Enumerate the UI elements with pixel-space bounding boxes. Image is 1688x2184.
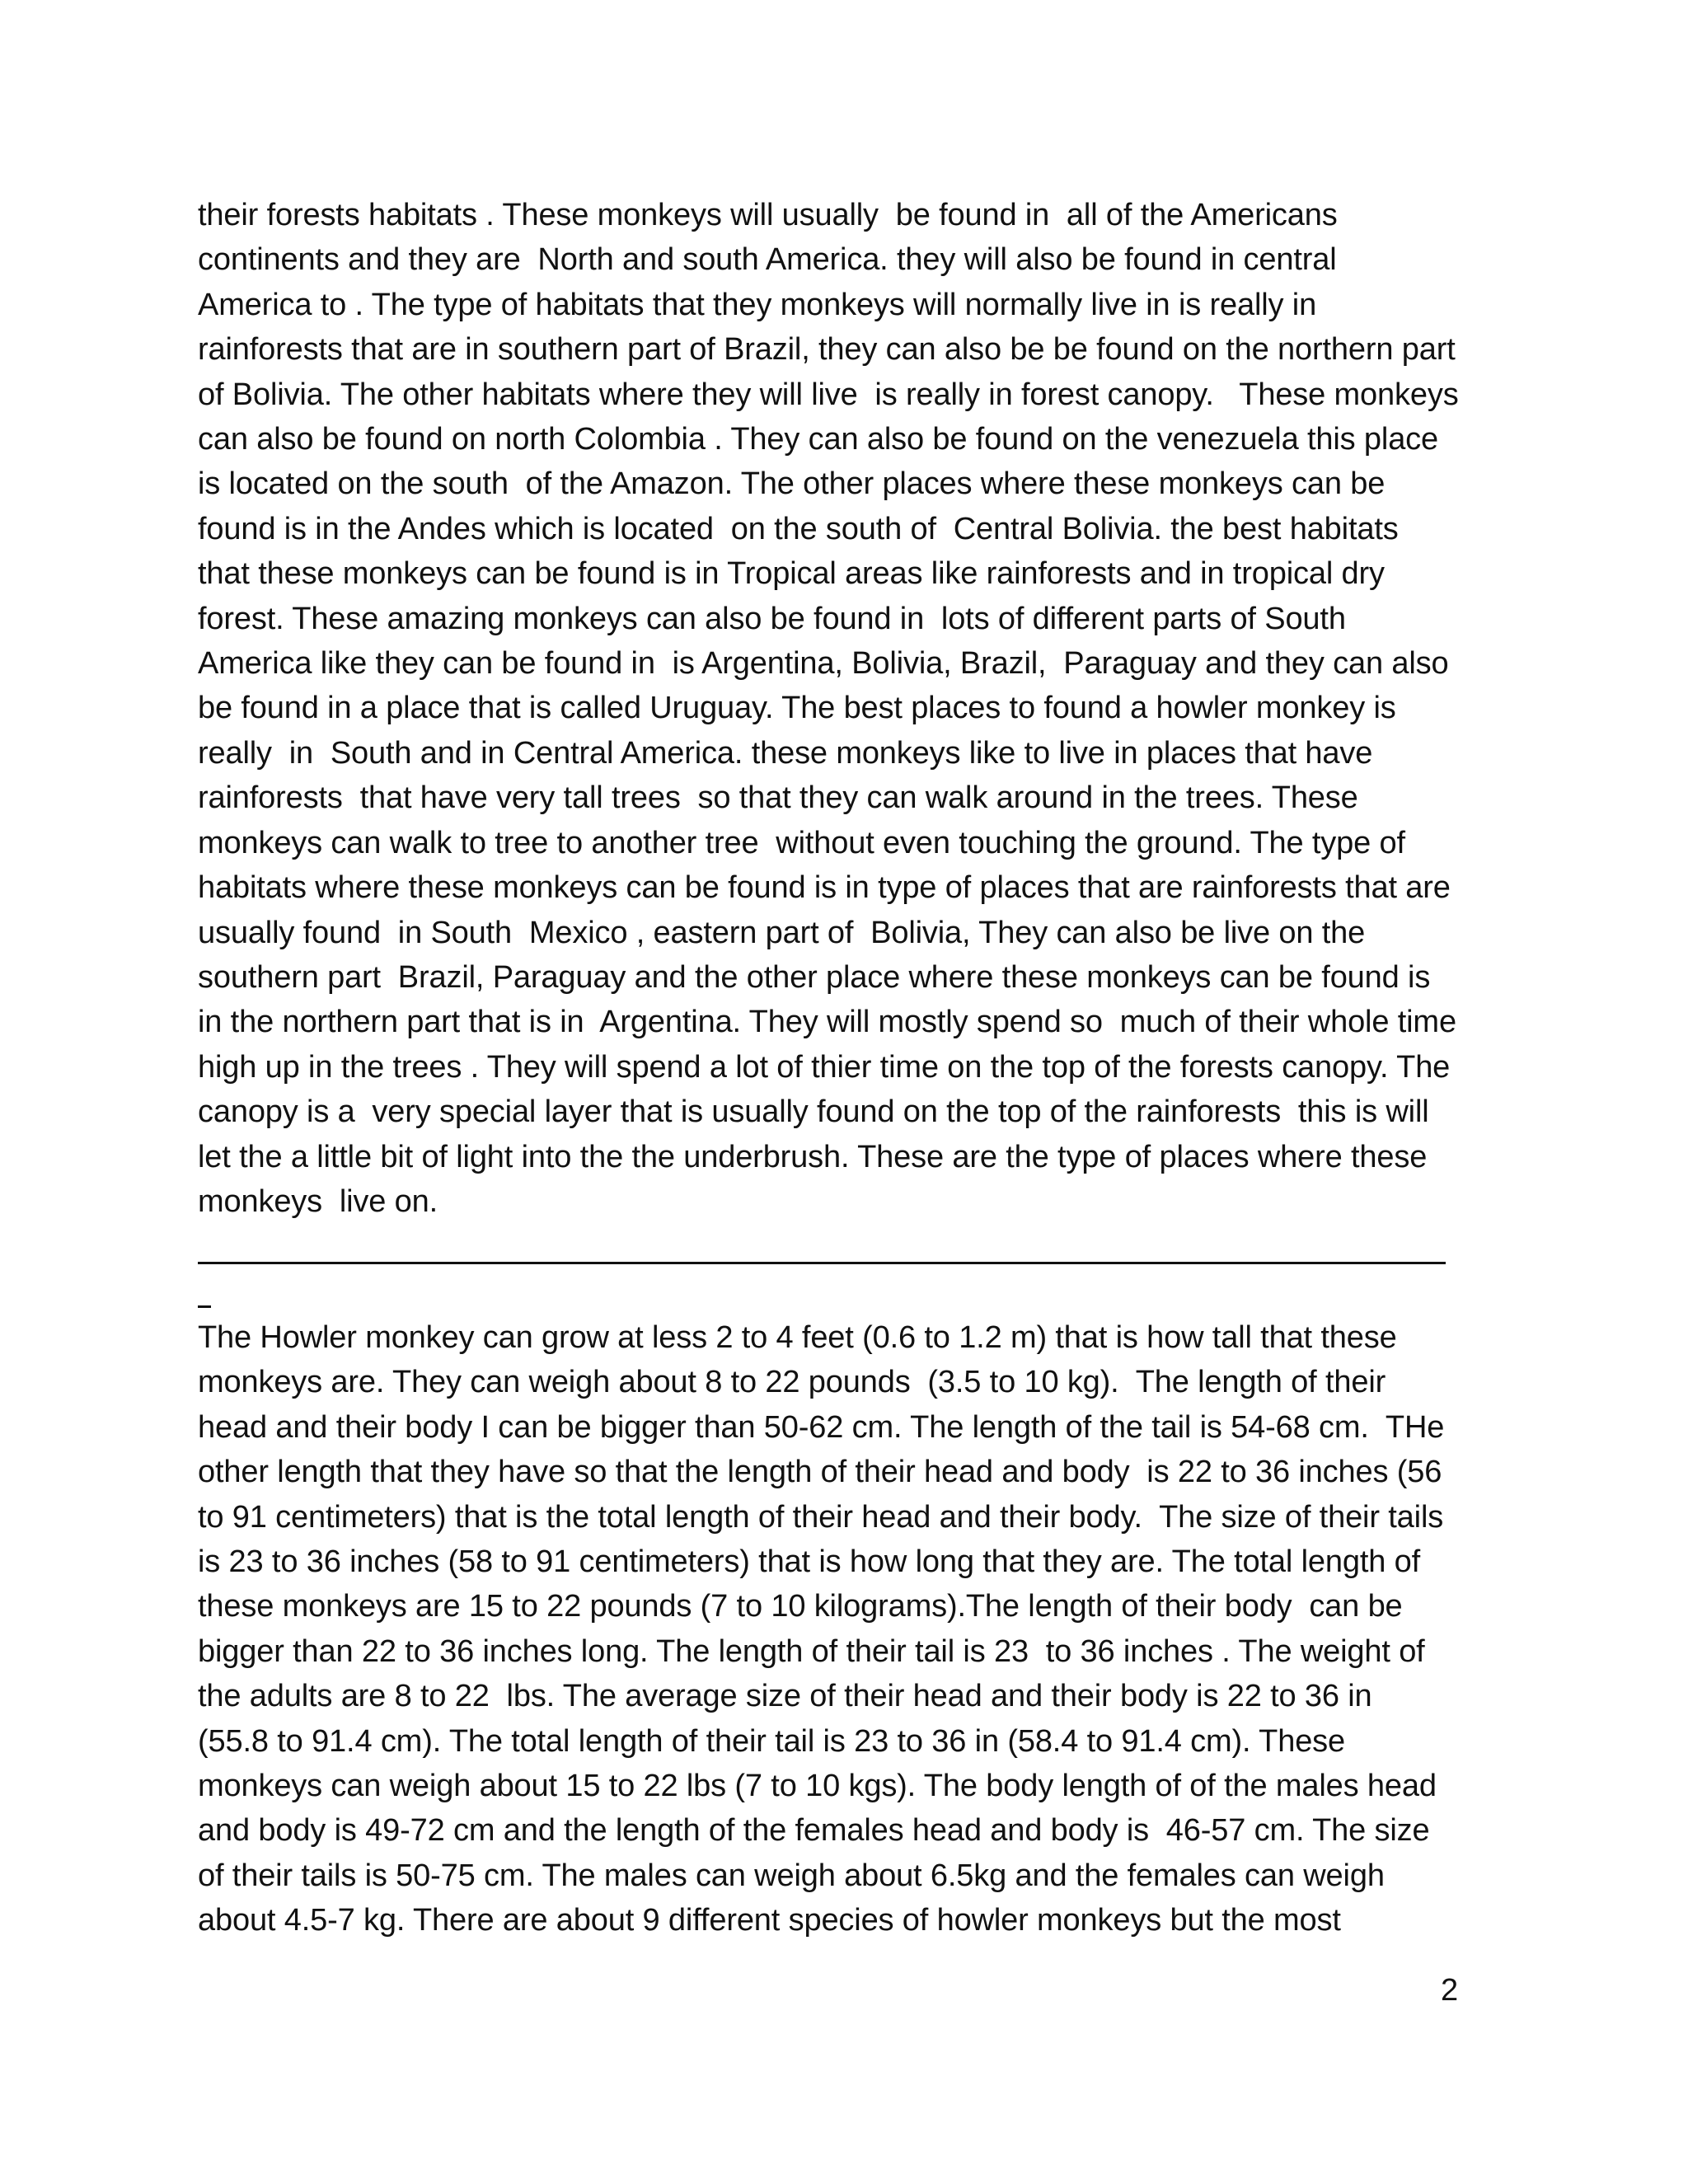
text-line: monkeys can walk to tree to another tree without even touching the ground. The type of — [198, 825, 1405, 860]
text-line: America like they can be found in is Argentina, Bolivia, Brazil, Paraguay and they can also — [198, 646, 1449, 682]
text-line: is 23 to 36 inches (58 to 91 centimeters) that is how long that they are. The total length of — [198, 1544, 1421, 1580]
text-line: head and their body I can be bigger than 50-62 cm. The length of the tail is 54-68 cm. THe — [198, 1409, 1445, 1445]
text-line: The Howler monkey can grow at less 2 to 4 feet (0.6 to 1.2 m) that is how tall that these — [198, 1320, 1397, 1355]
text-line: be found in a place that is called Uruguay. The best places to found a howler monkey is — [198, 691, 1396, 726]
text-line: (55.8 to 91.4 cm). The total length of their tail is 23 to 36 in (58.4 to 91.4 cm). These — [198, 1723, 1346, 1759]
horizontal-rule — [198, 1262, 1446, 1264]
text-line: forest. These amazing monkeys can also be found in lots of different parts of South — [198, 601, 1346, 636]
text-line: canopy is a very special layer that is usually found on the top of the rainforests this is will — [198, 1094, 1429, 1130]
text-line: bigger than 22 to 36 inches long. The length of their tail is 23 to 36 inches . The weight of — [198, 1633, 1425, 1669]
text-line: is located on the south of the Amazon. The other places where these monkeys can be — [198, 466, 1386, 502]
text-line: usually found in South Mexico , eastern part of Bolivia, They can also be live on the — [198, 915, 1366, 950]
text-line: of their tails is 50-75 cm. The males can weigh about 6.5kg and the females can weigh — [198, 1858, 1385, 1893]
text-line: habitats where these monkeys can be found is in type of places that are rainforests that are — [198, 870, 1451, 906]
text-line: these monkeys are 15 to 22 pounds (7 to 10 kilograms).The length of their body can be — [198, 1589, 1403, 1624]
text-line: that these monkeys can be found is in Tropical areas like rainforests and in tropical dry — [198, 556, 1385, 592]
text-line: southern part Brazil, Paraguay and the other place where these monkeys can be found is — [198, 959, 1431, 995]
text-line: America to . The type of habitats that they monkeys will normally live in is really in — [198, 287, 1317, 322]
paragraph-habitats — [198, 193, 1533, 1224]
text-line: really in South and in Central America. these monkeys like to live in places that have — [198, 735, 1373, 771]
text-line: to 91 centimeters) that is the total length of their head and their body. The size of their tails — [198, 1499, 1444, 1535]
paragraph-size — [198, 1315, 1533, 1943]
text-line: the adults are 8 to 22 lbs. The average size of their head and their body is 22 to 36 in — [198, 1679, 1372, 1714]
horizontal-rule-tail — [198, 1305, 211, 1308]
text-line: high up in the trees . They will spend a lot of thier time on the top of the forests canopy. The — [198, 1049, 1451, 1085]
text-line: let the a little bit of light into the the underbrush. These are the type of places where these — [198, 1139, 1428, 1174]
text-line: other length that they have so that the length of their head and body is 22 to 36 inches (56 — [198, 1455, 1442, 1490]
text-line: found is in the Andes which is located on the south of Central Bolivia. the best habitats — [198, 511, 1399, 546]
text-line: in the northern part that is in Argentina. They will mostly spend so much of their whole time — [198, 1005, 1456, 1040]
text-line: their forests habitats . These monkeys will usually be found in all of the Americans — [198, 198, 1338, 232]
text-line: rainforests that have very tall trees so that they can walk around in the trees. These — [198, 780, 1358, 816]
page-number: 2 — [1441, 1973, 1459, 2008]
text-line: can also be found on north Colombia . They can also be found on the venezuela this place — [198, 422, 1439, 457]
text-line: monkeys can weigh about 15 to 22 lbs (7 to 10 kgs). The body length of of the males head — [198, 1769, 1437, 1804]
text-line: about 4.5-7 kg. There are about 9 different species of howler monkeys but the most — [198, 1903, 1341, 1938]
text-line: monkeys are. They can weigh about 8 to 22 pounds (3.5 to 10 kg). The length of their — [198, 1365, 1386, 1400]
text-line: and body is 49-72 cm and the length of the females head and body is 46-57 cm. The size — [198, 1813, 1430, 1849]
text-line: continents and they are North and south America. they will also be found in central — [198, 242, 1337, 278]
text-line: rainforests that are in southern part of Brazil, they can also be be found on the northern part — [198, 332, 1456, 368]
text-line: of Bolivia. The other habitats where they will live is really in forest canopy. These monkeys — [198, 377, 1459, 412]
text-line: monkeys live on. — [198, 1183, 438, 1219]
